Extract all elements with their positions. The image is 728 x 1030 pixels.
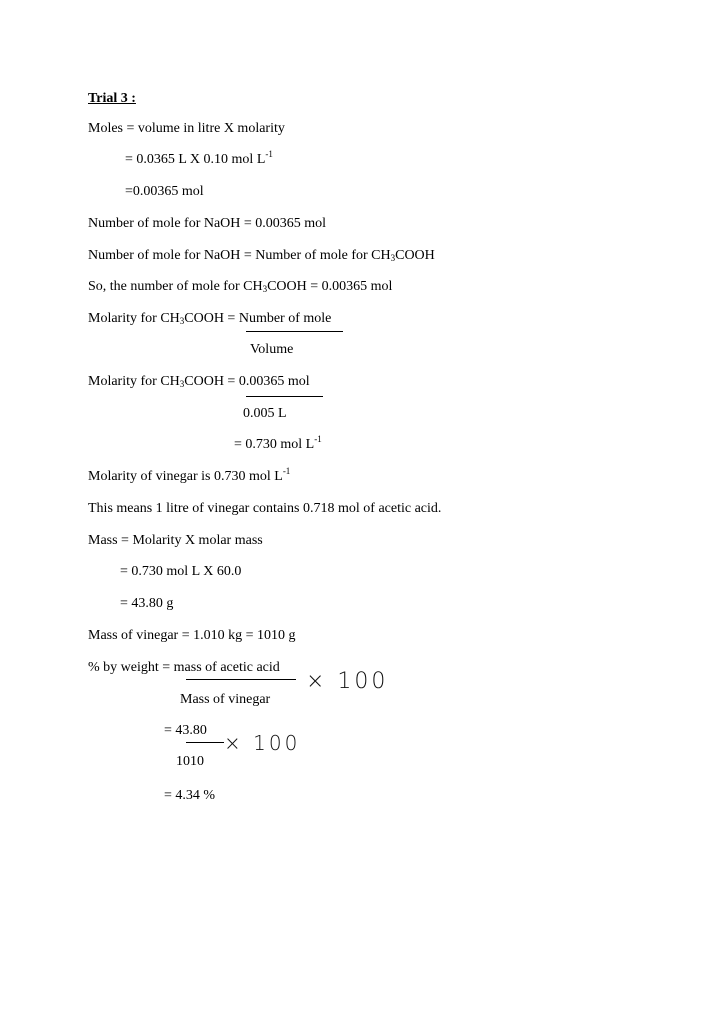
molarity-calculation-subscript: 3: [179, 379, 185, 389]
mass-formula: Mass = Molarity X molar mass: [88, 533, 263, 548]
vinegar-molarity-text: Molarity of vinegar is 0.730 mol L: [88, 469, 283, 484]
acetic-moles-subscript: 3: [262, 284, 268, 294]
weight-formula-label: % by weight =: [88, 660, 174, 675]
final-result: = 4.34 %: [164, 788, 216, 803]
moles-calculation-text: = 0.0365 L X 0.10 mol L: [125, 152, 266, 167]
fraction-bar: [186, 679, 296, 680]
molarity-result: [234, 434, 322, 453]
mass-result: = 43.80 g: [120, 596, 174, 611]
times-hundred-handwritten: × 100: [306, 669, 389, 694]
mass-calculation: = 0.730 mol L X 60.0: [120, 564, 242, 579]
weight-formula: [88, 660, 280, 676]
molarity-calculation-text: Molarity for CH: [88, 374, 180, 389]
molarity-calculation-denominator: 0.005 L: [243, 406, 287, 421]
fraction-bar: [246, 331, 343, 332]
percent-calculation-denominator: 1010: [176, 754, 204, 769]
weight-formula-numerator: mass of acetic acid: [173, 660, 280, 675]
percent-calculation-numerator: = 43.80: [164, 723, 207, 738]
vinegar-molarity-exponent: -1: [282, 466, 291, 476]
vinegar-statement: This means 1 litre of vinegar contains 0.718 mol of acetic acid.: [88, 501, 442, 516]
trial-title: Trial 3 :: [88, 91, 136, 106]
molarity-formula-text: Molarity for CH: [88, 311, 180, 326]
molarity-calculation: [88, 374, 310, 390]
vinegar-mass: Mass of vinegar = 1.010 kg = 1010 g: [88, 628, 296, 643]
molarity-formula-numerator: Number of mole: [238, 311, 332, 326]
moles-calculation-exponent: -1: [265, 149, 273, 159]
naoh-moles: Number of mole for NaOH = 0.00365 mol: [88, 216, 327, 231]
molarity-formula: [88, 311, 331, 327]
weight-formula-denominator: Mass of vinegar: [180, 692, 271, 707]
mole-equality-text: Number of mole for NaOH = Number of mole for CH: [88, 248, 391, 263]
mole-equality-subscript: 3: [390, 253, 396, 263]
molarity-formula-subscript: 3: [179, 316, 185, 326]
fraction-bar: [246, 396, 323, 397]
vinegar-molarity: [88, 466, 291, 485]
molarity-result-exponent: -1: [314, 434, 322, 444]
molarity-formula-denominator: Volume: [250, 342, 294, 357]
moles-result: =0.00365 mol: [125, 184, 204, 199]
acetic-moles: [88, 279, 392, 295]
acetic-moles-tail: COOH = 0.00365 mol: [267, 279, 393, 294]
moles-calculation: [125, 149, 273, 168]
fraction-bar: [186, 742, 224, 743]
mole-equality-tail: COOH: [395, 248, 435, 263]
molarity-calculation-numerator: 0.00365 mol: [238, 374, 310, 389]
acetic-moles-text: So, the number of mole for CH: [88, 279, 263, 294]
times-hundred-handwritten: × 100: [224, 731, 301, 755]
molarity-result-text: = 0.730 mol L: [234, 437, 315, 452]
molarity-formula-mid: COOH =: [184, 311, 239, 326]
molarity-calculation-mid: COOH =: [184, 374, 239, 389]
mole-equality: [88, 248, 435, 264]
moles-formula: Moles = volume in litre X molarity: [88, 121, 285, 136]
